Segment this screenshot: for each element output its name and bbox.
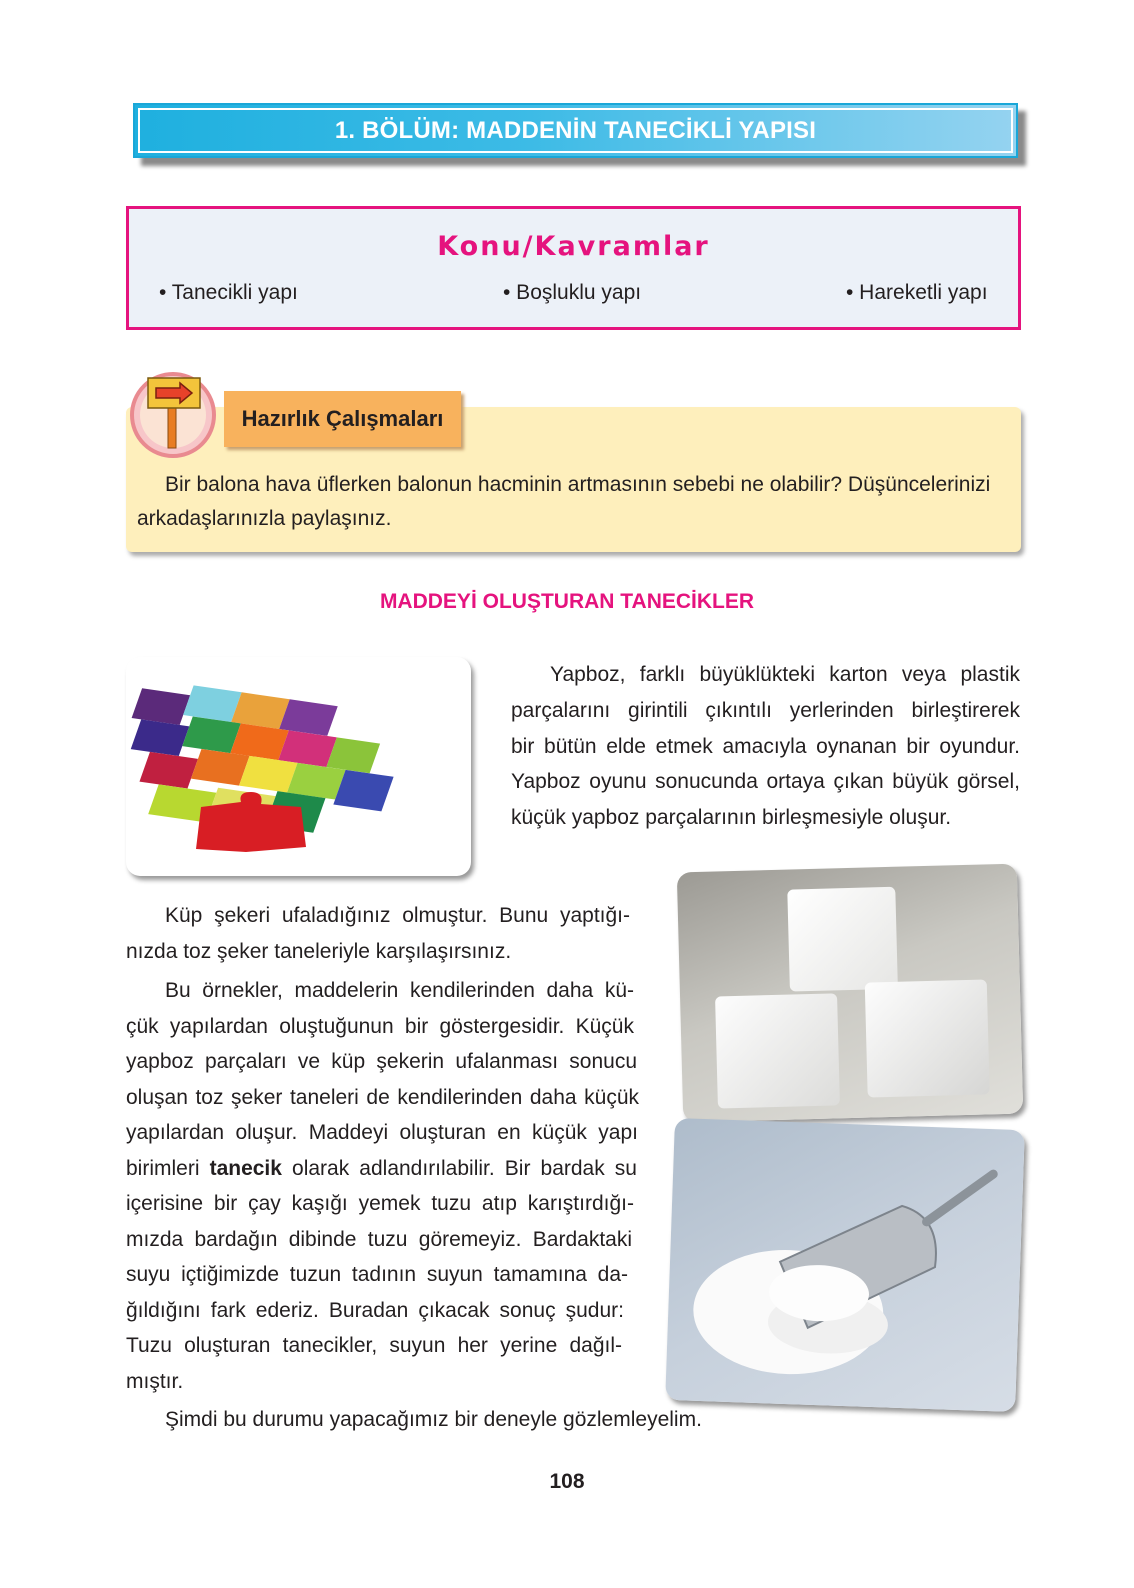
text-line: Şimdi bu durumu yapacağımız bir deneyle gözlemleyelim. xyxy=(165,1408,702,1431)
text-line: suyu içtiğimizde tuzun tadının suyun tamamına da- xyxy=(126,1263,628,1286)
text-line: Bu örnekler, maddelerin kendilerinden daha kü- xyxy=(165,979,634,1002)
text-line: yapılardan oluşur. Maddeyi oluşturan en küçük yapı xyxy=(126,1121,638,1144)
text-line: Tuzu oluşturan tanecikler, suyun her yerine dağıl- xyxy=(126,1334,622,1357)
text-line: Küp şekeri ufaladığınız olmuştur. Bunu yaptığı- xyxy=(165,904,630,927)
text-line: ğıldığını fark ederiz. Buradan çıkacak sonuç şudur: xyxy=(126,1299,624,1322)
text-line: mıştır. xyxy=(126,1370,184,1393)
text-line xyxy=(126,1157,637,1181)
section-heading: MADDEYİ OLUŞTURAN TANECİKLER xyxy=(379,590,755,613)
text-line: Yapboz oyunu sonucunda ortaya çıkan büyük görsel, xyxy=(511,770,1020,793)
text-line: oluşan toz şeker taneleri de kendilerinden daha küçük xyxy=(126,1086,639,1109)
text-line: parçalarını girintili çıkıntılı yerlerinden birleştirerek xyxy=(511,699,1020,722)
text-line: yapboz parçaları ve küp şekerin ufalanması sonucu xyxy=(126,1050,637,1073)
preparation-title: Hazırlık Çalışmaları xyxy=(224,391,461,447)
concept-item: • Hareketli yapı xyxy=(846,281,988,304)
text-line: mızda bardağın dibinde tuzu göremeyiz. Bardaktaki xyxy=(126,1228,632,1251)
page-number: 108 xyxy=(549,1470,585,1493)
text-span: olarak adlandırılabilir. Bir bardak su xyxy=(281,1157,637,1180)
preparation-text: Bir balona hava üflerken balonun hacminin artmasının sebebi ne olabilir? Düşüncelerinizi xyxy=(165,473,991,496)
concept-item: • Tanecikli yapı xyxy=(159,281,298,304)
concept-item: • Boşluklu yapı xyxy=(503,281,642,304)
concepts-title: Konu/Kavramlar xyxy=(437,231,710,262)
chapter-title-banner xyxy=(133,103,1018,158)
text-line: Yapboz, farklı büyüklükteki karton veya plastik xyxy=(550,663,1020,686)
text-line: içerisine bir çay kaşığı yemek tuzu atıp karıştırdığı- xyxy=(126,1192,634,1215)
salt-scoop-image xyxy=(665,1118,1025,1412)
text-span: birimleri xyxy=(126,1157,210,1180)
concepts-box xyxy=(126,206,1021,330)
puzzle-image xyxy=(126,657,471,876)
sugar-cubes-image xyxy=(677,864,1023,1123)
term-tanecik: tanecik xyxy=(209,1157,282,1180)
chapter-title: 1. BÖLÜM: MADDENİN TANECİKLİ YAPISI xyxy=(138,108,1013,153)
text-line: çük yapılardan oluştuğunun bir göstergesidir. Küçük xyxy=(126,1015,634,1038)
text-line: nızda toz şeker taneleriyle karşılaşırsınız. xyxy=(126,940,512,963)
text-line: küçük yapboz parçalarının birleşmesiyle oluşur. xyxy=(511,806,952,829)
text-line: bir bütün elde etmek amacıyla oynanan bir oyundur. xyxy=(511,735,1020,758)
preparation-text: arkadaşlarınızla paylaşınız. xyxy=(137,507,392,530)
signpost-icon xyxy=(130,370,216,460)
